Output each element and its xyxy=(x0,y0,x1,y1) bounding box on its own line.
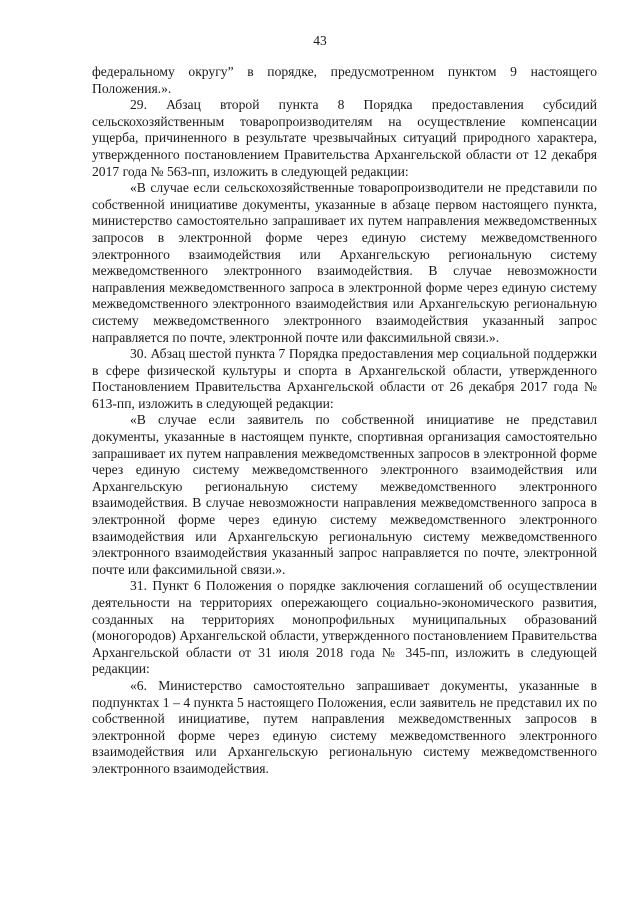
document-body xyxy=(92,64,597,778)
paragraph-item-30: 30. Абзац шестой пункта 7 Порядка предоставления мер социальной поддержки в сфере физической культуры и спорта в Архангельской области, утвержденного Постановлением Правительства Архангельской области от 26 декабря 2017 года № 613-пп, изложить в следующей редакции: xyxy=(92,346,597,411)
paragraph-item-29: 29. Абзац второй пункта 8 Порядка предоставления субсидий сельскохозяйственным товаропроизводителям на осуществление компенсации ущерба, причиненного в результате чрезвычайных ситуаций природного характера, утвержденного постановлением Правительства Архангельской области от 12 декабря 2017 года № 563-пп, изложить в следующей редакции: xyxy=(92,97,597,179)
paragraph-continuation: федеральному округу” в порядке, предусмотренном пунктом 9 настоящего Положения.». xyxy=(92,64,597,96)
paragraph-quote-31: «6. Министерство самостоятельно запрашивает документы, указанные в подпунктах 1 – 4 пункта 5 настоящего Положения, если заявитель не представил их по собственной инициативе, путем направления межведомственных запросов в электронной форме через единую систему межведомственного электронного взаимодействия или Архангельскую региональную систему межведомственного электронного взаимодействия. xyxy=(92,677,597,776)
page-number: 43 xyxy=(313,33,327,48)
paragraph-quote-30: «В случае если заявитель по собственной инициативе не представил документы, указанные в настоящем пункте, спортивная организация самостоятельно запрашивает их путем направления межведомственных запросов в электронной форме через единую систему межведомственного электронного взаимодействия или Архангельскую региональную систему межведомственного электронного взаимодействия. В случае невозможности направления межведомственного запроса в электронной форме через единую систему межведомственного электронного взаимодействия или Архангельскую региональную систему межведомственного электронного взаимодействия указанный запрос направляется по почте, электронной почте или факсимильной связи.». xyxy=(92,412,597,577)
paragraph-quote-29: «В случае если сельскохозяйственные товаропроизводители не представили по собственной инициативе документы, указанные в абзаце первом настоящего пункта, министерство самостоятельно запрашивает их путем направления межведомственных запросов в электронной форме через единую систему межведомственного электронного взаимодействия или Архангельскую региональную систему межведомственного электронного взаимодействия. В случае невозможности направления межведомственного запроса в электронной форме через единую систему межведомственного электронного взаимодействия или Архангельскую региональную систему межведомственного электронного взаимодействия указанный запрос направляется по почте, электронной почте или факсимильной связи.». xyxy=(92,180,597,345)
paragraph-item-31: 31. Пункт 6 Положения о порядке заключения соглашений об осуществлении деятельности на территориях опережающего социально-экономического развития, созданных на территориях монопрофильных муниципальных образований (моногородов) Архангельской области, утвержденного постановлением Правительства Архангельской области от 31 июля 2018 года № 345-пп, изложить в следующей редакции: xyxy=(92,578,597,677)
